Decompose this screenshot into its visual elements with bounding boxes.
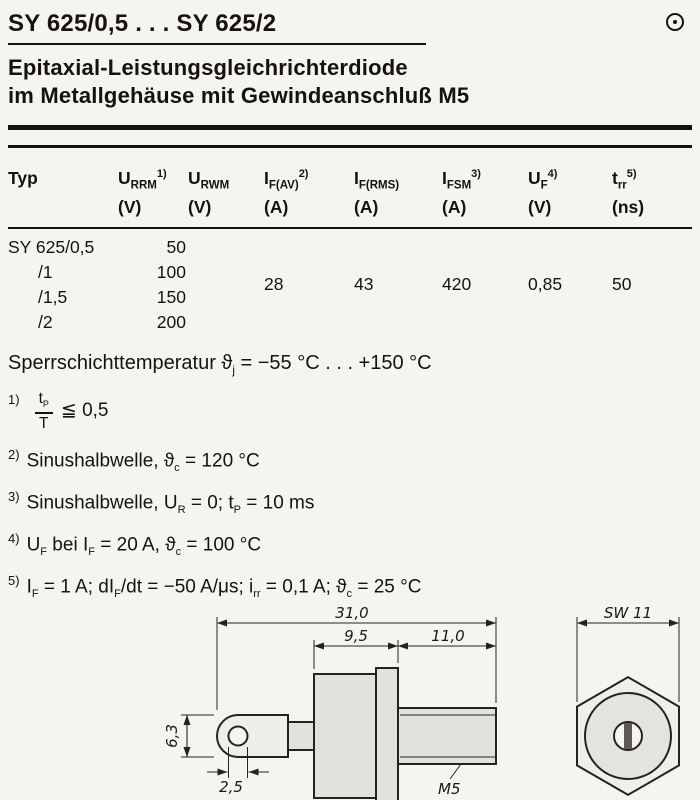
flange [376,668,398,800]
dimension-drawing-svg [8,606,692,800]
fraction-numerator: $t_P$ [35,390,53,414]
urwm-cell [188,310,264,335]
type-cell: SY 625/0,5 [8,236,95,257]
stem [288,722,316,750]
urrm-value: 50 [166,236,186,257]
ifrms-value: 43 [354,274,374,295]
threaded-stud [398,708,496,764]
divider-thin [8,145,692,148]
urrm-value: 200 [156,311,186,332]
lug-height-dimension [163,715,214,757]
page-title: SY 625/0,5 . . . SY 625/2 [8,10,426,45]
footnote-1 [8,390,692,432]
col-header-trr: $t_{rr}^{5)}$ (ns) [612,168,692,228]
urrm-value: 100 [156,261,186,282]
subtitle-line-2: im Metallgehäuse mit Gewindeanschluß M5 [8,83,470,109]
col-header-urrm: $U_{RRM}^{1)}$ (V) [118,168,188,228]
table-row [8,228,692,260]
subtitle-line-1: Epitaxial-Leistungsgleichrichterdiode [8,55,408,80]
body [314,674,376,798]
table-header-row [8,168,692,228]
divider-thick [8,125,692,130]
urwm-cell [188,260,264,285]
col-header-ifav: $I_{F(AV)}^{2)}$ (A) [264,168,354,228]
footnote-2: $^{2)}$ Sinushalbwelle, $ϑ_c = 120$ °C [8,446,260,474]
lug-hole [229,727,248,746]
subtitle [8,54,692,110]
col-header-ifsm: $I_{FSM}^{3)}$ (A) [442,168,528,228]
col-header-urwm: $U_{RWM}$ (V) [188,168,264,228]
col-header-uf: $U_F^{4)}$ (V) [528,168,612,228]
fraction-tp-over-t [35,390,53,432]
fraction-denominator: T [38,414,49,432]
dim-body-length: 9,5 [344,627,368,646]
col-header-typ: Typ [8,168,118,228]
package-drawing [8,606,692,800]
urwm-cell [188,285,264,310]
col-header-ifrms: $I_{F(RMS)}$ (A) [354,168,442,228]
footnote-1-text: ≦ 0,5 [60,400,109,422]
end-view [577,606,679,795]
trr-value: 50 [612,274,632,295]
ifsm-value: 420 [442,274,472,295]
dim-thread-length: 11,0 [431,627,465,646]
thread-size-callout [438,764,461,798]
stud-slot [624,723,632,749]
ifav-value: 28 [264,274,284,295]
uf-value: 0,85 [528,274,563,295]
dim-total-length: 31,0 [335,606,369,623]
wrench-size-label: SW 11 [603,606,653,623]
footnote-5: $^{5)}$ $I_F = 1$ A; $dI_F/dt = -50$ A/μs; $i_{rr} = 0,1$ A; $ϑ_c = 25$ °C [8,573,422,601]
footnote-4: $^{4)}$ $U_F$ bei $I_F = 20$ A, $ϑ_c = 100$ °C [8,531,262,559]
urrm-value: 150 [156,286,186,307]
junction-temperature-line: Sperrschichttemperatur $ϑ_j = -55$ °C . . . +150 °C [8,351,432,377]
footnote-1-marker: 1) [8,391,20,407]
type-cell: /1,5 [38,286,68,307]
dim-hole-diameter: 2,5 [219,778,243,797]
type-cell: /1 [38,261,53,282]
type-cell: /2 [38,311,53,332]
logo-dot [673,20,677,24]
footnote-3: $^{3)}$ Sinushalbwelle, $U_R = 0$; $t_P = 10$ ms [8,488,315,517]
ratings-table [8,168,692,335]
thread-size-label: M5 [438,780,461,799]
logo-icon [666,13,684,31]
dim-lug-height: 6,3 [163,724,181,749]
urwm-cell [188,228,264,260]
